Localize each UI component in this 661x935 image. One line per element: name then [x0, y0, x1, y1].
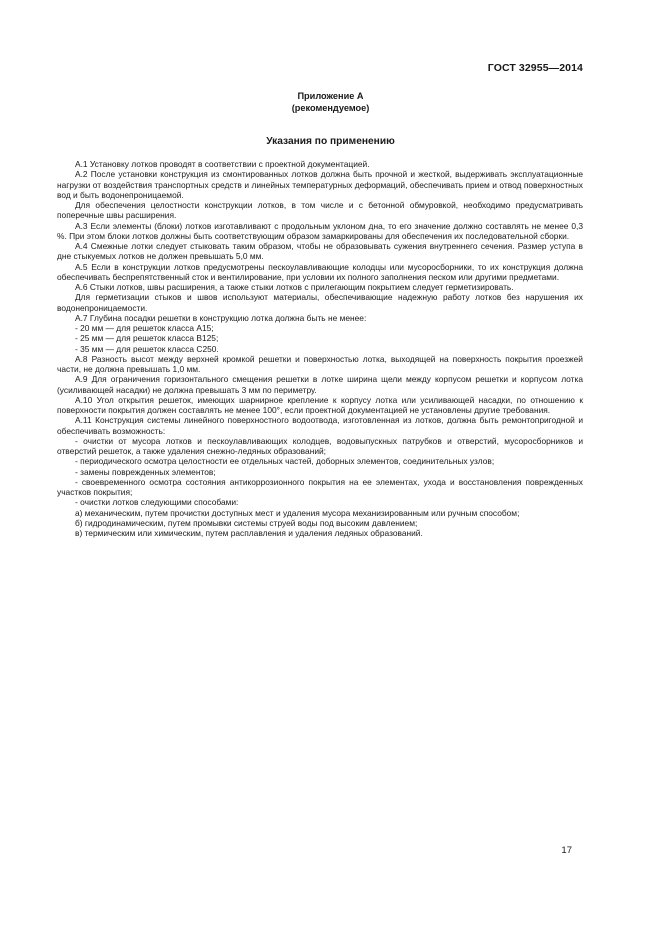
- document-code: ГОСТ 32955—2014: [487, 62, 583, 74]
- paragraph-a10: А.10 Угол открытия решеток, имеющих шарнирное крепление к корпусу лотка или усиливающей насадки, по отношению к поверхности покрытия должен составлять не менее 100°, если проектной документацией не установлены другие требования.: [57, 394, 583, 415]
- paragraph-a8: А.8 Разность высот между верхней кромкой решетки и поверхностью лотка, выходящей на поверхность покрытия проезжей части, не должна превышать 1,0 мм.: [57, 353, 583, 374]
- paragraph-a1: А.1 Установку лотков проводят в соответствии с проектной документацией.: [75, 159, 370, 169]
- list-item: - очистки от мусора лотков и пескоулавливающих колодцев, водовыпускных патрубков и отверстий, мусоросборников и отверстий решеток, а также удаления снежно-ледяных образований;: [57, 435, 583, 456]
- paragraph-a7: А.7 Глубина посадки решетки в конструкцию лотка должна быть не менее:: [75, 312, 367, 323]
- list-item: - замены поврежденных элементов;: [75, 466, 216, 477]
- list-item: - периодического осмотра целостности ее отдельных частей, доборных элементов, соединительных узлов;: [75, 456, 495, 467]
- list-item: - 25 мм — для решеток класса В125;: [75, 333, 219, 344]
- section-title: Указания по применению: [266, 136, 395, 147]
- list-item: а) механическим, путем прочистки доступных мест и удаления мусора механизированным или ручным способом;: [75, 507, 520, 518]
- page-number: 17: [561, 845, 572, 856]
- paragraph: Для обеспечения целостности конструкции лотков, в том числе и с бетонной обмуровкой, необходимо предусматривать поперечные швы расширения.: [57, 200, 583, 221]
- paragraph-a3: А.3 Если элементы (блоки) лотков изготавливают с продольным уклоном дна, то его значение должно составлять не менее 0,3 %. При этом блоки лотков должны быть соответствующим образом замаркированы для обеспечения их последовательной сборки.: [57, 220, 583, 241]
- paragraph-a5: А.5 Если в конструкции лотков предусмотрены пескоулавливающие колодцы или мусоросборники, то их конструкция должна обеспечивать беспрепятственный сток и вентилирование, при условии их полного заполнения песком или другими предметами.: [57, 261, 583, 282]
- list-item: б) гидродинамическим, путем промывки системы струей воды под высоким давлением;: [75, 517, 418, 528]
- list-item: - 35 мм — для решеток класса С250.: [75, 343, 219, 354]
- list-item: в) термическим или химическим, путем расплавления и удаления ледяных образований.: [75, 528, 423, 538]
- list-item: - своевременного осмотра состояния антикоррозионного покрытия на ее элементах, ухода и восстановления поврежденных участков покрытия;: [57, 476, 583, 497]
- appendix-heading: [0, 90, 661, 114]
- paragraph-a6: А.6 Стыки лотков, швы расширения, а также стыки лотков с прилегающим покрытием следует герметизировать.: [75, 282, 514, 292]
- body-text: [57, 159, 583, 538]
- appendix-title: Приложение А: [297, 91, 364, 101]
- paragraph-a11: А.11 Конструкция системы линейного поверхностного водоотвода, изготовленная из лотков, должна быть ремонтопригодной и обеспечивать возможность:: [57, 415, 583, 436]
- list-item: - 20 мм — для решеток класса А15;: [75, 323, 214, 333]
- paragraph-a9: А.9 Для ограничения горизонтального смещения решетки в лотке ширина щели между корпусом решетки и корпусом лотка (усиливающей насадки) не должна превышать 3 мм по периметру.: [57, 374, 583, 395]
- paragraph-a4: А.4 Смежные лотки следует стыковать таким образом, чтобы не образовывать сужения внутреннего сечения. Размер уступа в дне стыкуемых лотков не должен превышать 5,0 мм.: [57, 241, 583, 262]
- paragraph-a2: А.2 После установки конструкция из смонтированных лотков должна быть прочной и жесткой, выдерживать эксплуатационные нагрузки от воздействия транспортных средств и линейных температурных деформаций, обеспечивать прием и отвод поверхностных вод и быть водонепроницаемой.: [57, 169, 583, 200]
- list-item: - очистки лотков следующими способами:: [75, 497, 239, 508]
- paragraph: Для герметизации стыков и швов используют материалы, обеспечивающие надежную работу лотков без нарушения их водонепроницаемости.: [57, 292, 583, 313]
- appendix-subtitle: (рекомендуемое): [291, 103, 370, 113]
